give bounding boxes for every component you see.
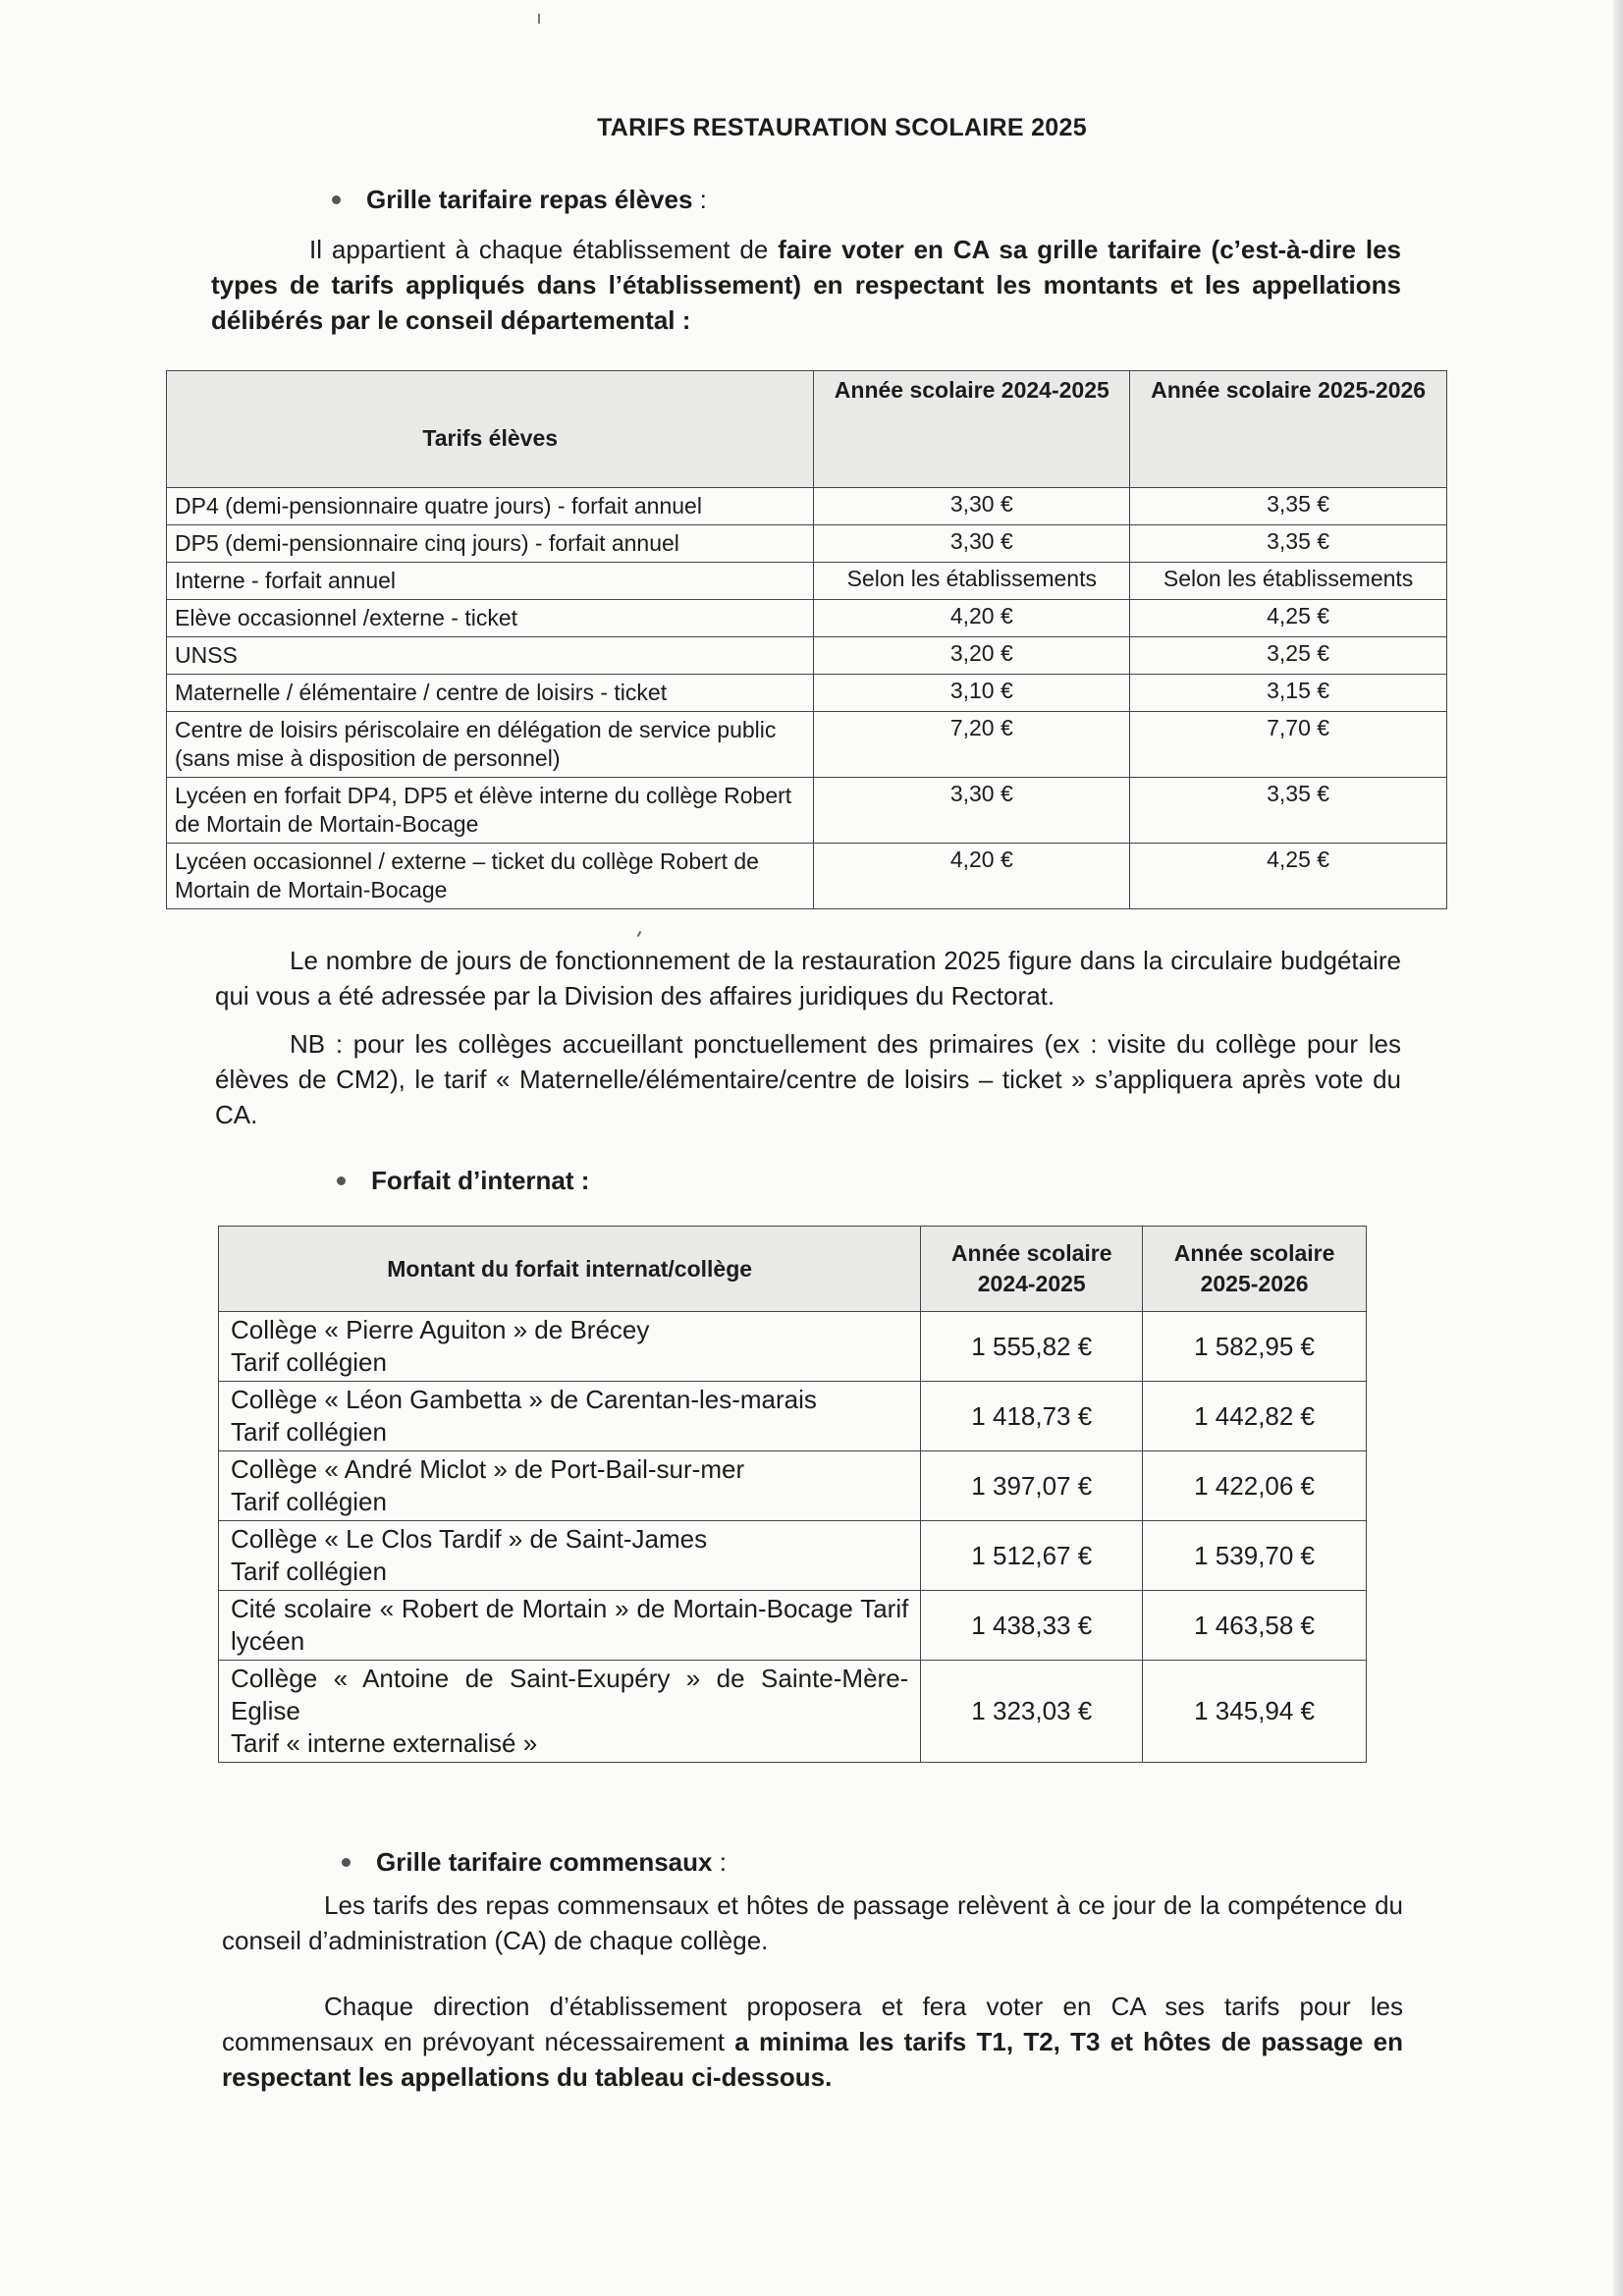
tarif-label: Centre de loisirs périscolaire en délégation de service public (sans mise à disposition de personnel) [167,712,814,778]
section-heading-commensaux: Grille tarifaire commensaux : [342,1847,727,1878]
tarif-label: Interne - forfait annuel [167,563,814,600]
tarif-2025-2026: 3,35 € [1130,525,1447,563]
bullet-icon [337,1176,346,1185]
tarif-2024-2025: Selon les établissements [814,563,1130,600]
tarif-label: DP4 (demi-pensionnaire quatre jours) - forfait annuel [167,488,814,525]
tarif-2024-2025: 4,20 € [814,600,1130,637]
table-row [219,1521,1367,1591]
forfait-2025-2026: 1 463,58 € [1143,1591,1367,1661]
tarif-type: Tarif collégien [231,1417,387,1447]
tarif-2025-2026: 7,70 € [1130,712,1447,778]
days-paragraph: Le nombre de jours de fonctionnement de la restauration 2025 figure dans la circulaire budgétaire qui vous a été adressée par la Division des affaires juridiques du Rectorat. [215,946,1401,1011]
forfait-2024-2025: 1 555,82 € [921,1312,1143,1382]
tarif-2025-2026: 3,35 € [1130,778,1447,844]
table-row [219,1382,1367,1451]
tarif-2024-2025: 4,20 € [814,844,1130,909]
tarif-2024-2025: 3,30 € [814,488,1130,525]
college-name: Cité scolaire « Robert de Mortain » de Mortain-Bocage Tarif lycéen [231,1594,909,1656]
college-name: Collège « Pierre Aguiton » de Brécey [231,1315,650,1344]
forfait-2025-2026: 1 539,70 € [1143,1521,1367,1591]
tarif-label: Elève occasionnel /externe - ticket [167,600,814,637]
forfait-2025-2026: 1 345,94 € [1143,1661,1367,1763]
tarif-2025-2026: 4,25 € [1130,600,1447,637]
college-name: Collège « Le Clos Tardif » de Saint-James [231,1524,708,1554]
intro-paragraph: Il appartient à chaque établissement de faire voter en CA sa grille tarifaire (c’est-à-dire les types de tarifs appliqués dans l’établissement) en respectant les montants et les appellations délibérés par le conseil départemental : [211,235,1401,335]
table-row [219,1312,1367,1382]
forfait-2024-2025: 1 418,73 € [921,1382,1143,1451]
table-row [167,778,1447,844]
tarif-label: Lycéen occasionnel / externe – ticket du collège Robert de Mortain de Mortain-Bocage [167,844,814,909]
tarif-type: Tarif collégien [231,1557,387,1586]
tarif-2025-2026: 3,35 € [1130,488,1447,525]
forfait-2024-2025: 1 323,03 € [921,1661,1143,1763]
bullet-icon [342,1858,351,1867]
tarif-label: Lycéen en forfait DP4, DP5 et élève interne du collège Robert de Mortain de Mortain-Bocage [167,778,814,844]
tarif-2024-2025: 3,30 € [814,525,1130,563]
table-row [167,563,1447,600]
table-row [167,600,1447,637]
tarif-2025-2026: 3,15 € [1130,675,1447,712]
college-cell [219,1451,921,1521]
forfait-2025-2026: 1 442,82 € [1143,1382,1367,1451]
college-cell [219,1661,921,1763]
table-row [167,675,1447,712]
column-header: Année scolaire 2025-2026 [1143,1227,1367,1312]
table-row [219,1591,1367,1661]
scan-mark [538,14,540,24]
tarif-type: Tarif collégien [231,1487,387,1516]
tarif-type: Tarif collégien [231,1347,387,1377]
forfait-2024-2025: 1 397,07 € [921,1451,1143,1521]
tarif-2024-2025: 3,30 € [814,778,1130,844]
column-header: Année scolaire 2025-2026 [1130,371,1447,488]
tarif-2025-2026: Selon les établissements [1130,563,1447,600]
tarif-2025-2026: 4,25 € [1130,844,1447,909]
table-header-row [219,1227,1367,1312]
forfait-internat-table [218,1226,1367,1763]
page-edge [1613,0,1623,2296]
tarif-label: Maternelle / élémentaire / centre de loisirs - ticket [167,675,814,712]
table-row [167,712,1447,778]
tarif-2025-2026: 3,25 € [1130,637,1447,675]
commensaux-paragraph-2: Chaque direction d’établissement proposera et fera voter en CA ses tarifs pour les commensaux en prévoyant nécessairement a minima les tarifs T1, T2, T3 et hôtes de passage en respectant les appellations du tableau ci-dessous. [222,1992,1403,2092]
table-row [167,637,1447,675]
college-cell [219,1382,921,1451]
page-title: TARIFS RESTAURATION SCOLAIRE 2025 [597,114,1087,141]
bullet-icon [332,195,341,204]
table-row [167,844,1447,909]
tarifs-eleves-table [166,370,1447,909]
tarif-2024-2025: 3,20 € [814,637,1130,675]
table-row [219,1451,1367,1521]
tarif-2024-2025: 7,20 € [814,712,1130,778]
table-row [219,1661,1367,1763]
column-header: Année scolaire 2024-2025 [921,1227,1143,1312]
commensaux-paragraph-1: Les tarifs des repas commensaux et hôtes de passage relèvent à ce jour de la compétence du conseil d’administration (CA) de chaque collège. [222,1890,1403,1955]
forfait-2024-2025: 1 438,33 € [921,1591,1143,1661]
college-cell [219,1312,921,1382]
section-heading-forfait-internat: Forfait d’internat : [337,1166,589,1196]
forfait-2025-2026: 1 582,95 € [1143,1312,1367,1382]
college-cell [219,1591,921,1661]
section-heading-repas-eleves: Grille tarifaire repas élèves : [332,185,707,215]
tarif-type: Tarif « interne externalisé » [231,1728,538,1758]
college-name: Collège « Antoine de Saint-Exupéry » de Sainte-Mère-Eglise [231,1664,909,1725]
column-header: Montant du forfait internat/collège [219,1227,921,1312]
tarif-2024-2025: 3,10 € [814,675,1130,712]
column-header: Année scolaire 2024-2025 [814,371,1130,488]
tarif-label: DP5 (demi-pensionnaire cinq jours) - forfait annuel [167,525,814,563]
forfait-2024-2025: 1 512,67 € [921,1521,1143,1591]
college-name: Collège « André Miclot » de Port-Bail-sur-mer [231,1454,745,1484]
tarif-label: UNSS [167,637,814,675]
table-row [167,525,1447,563]
column-header: Tarifs élèves [167,371,814,488]
college-name: Collège « Léon Gambetta » de Carentan-les-marais [231,1385,817,1414]
forfait-2025-2026: 1 422,06 € [1143,1451,1367,1521]
table-header-row [167,371,1447,488]
scan-speck [637,931,642,937]
table-row [167,488,1447,525]
college-cell [219,1521,921,1591]
nb-paragraph: NB : pour les collèges accueillant ponctuellement des primaires (ex : visite du collège pour les élèves de CM2), le tarif « Maternelle/élémentaire/centre de loisirs – ticket » s’appliquera après vote du CA. [215,1029,1401,1129]
